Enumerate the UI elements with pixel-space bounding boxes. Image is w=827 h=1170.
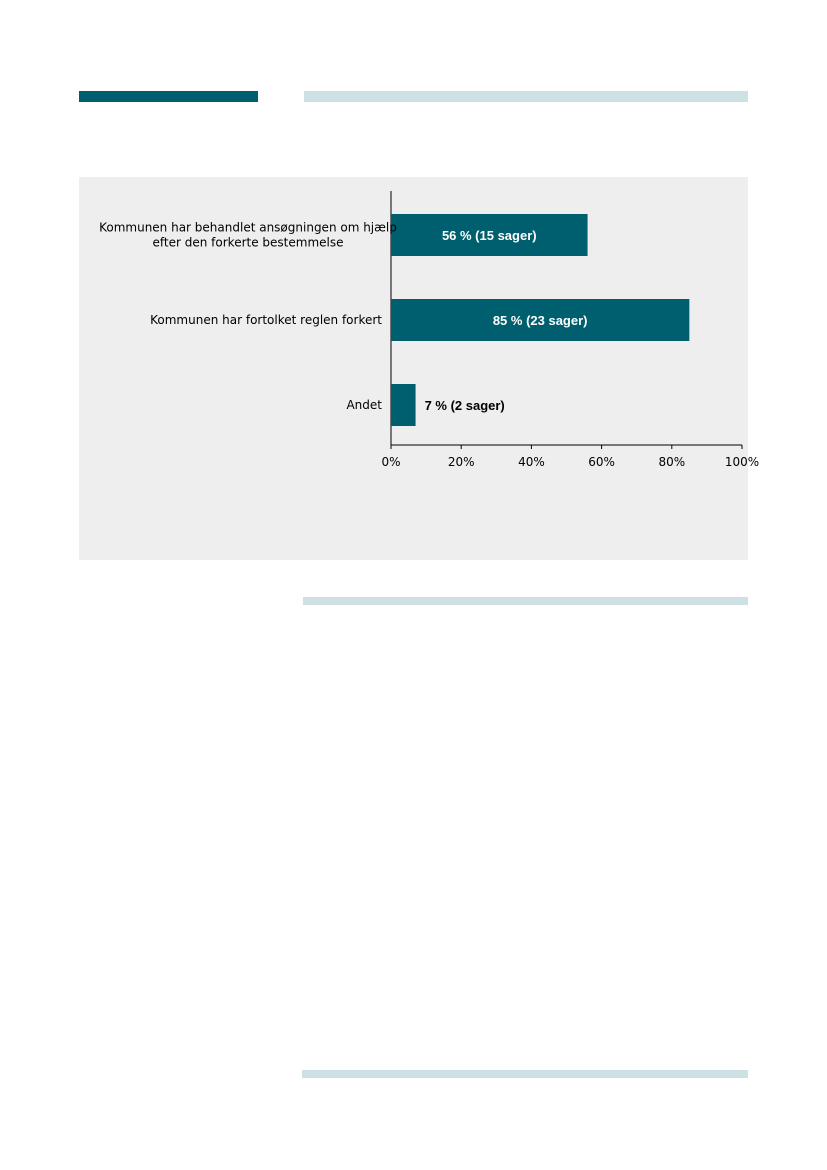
bar [391, 384, 416, 426]
x-tick-label: 0% [381, 455, 401, 469]
data-label: 85 % (23 sager) [492, 313, 588, 328]
x-tick-label: 20% [447, 455, 475, 469]
category-label: Kommunen har fortolket reglen forkert [150, 313, 382, 327]
bar-chart [79, 177, 760, 560]
section-rule-middle [303, 597, 748, 605]
header-rule-light [304, 91, 748, 102]
category-label: Andet [346, 398, 382, 412]
x-tick-label: 40% [518, 455, 545, 469]
x-tick-label: 100% [724, 455, 760, 469]
data-label: 7 % (2 sager) [424, 398, 505, 413]
category-label: Kommunen har behandlet ansøgningen om hjælp efter den forkerte bestemmelse [99, 220, 397, 250]
chart-panel [79, 177, 760, 560]
data-label: 56 % (15 sager) [441, 228, 537, 243]
section-rule-bottom [302, 1070, 748, 1078]
x-tick-label: 80% [658, 455, 686, 469]
x-tick-label: 60% [588, 455, 615, 469]
header-rule-dark [79, 91, 258, 102]
